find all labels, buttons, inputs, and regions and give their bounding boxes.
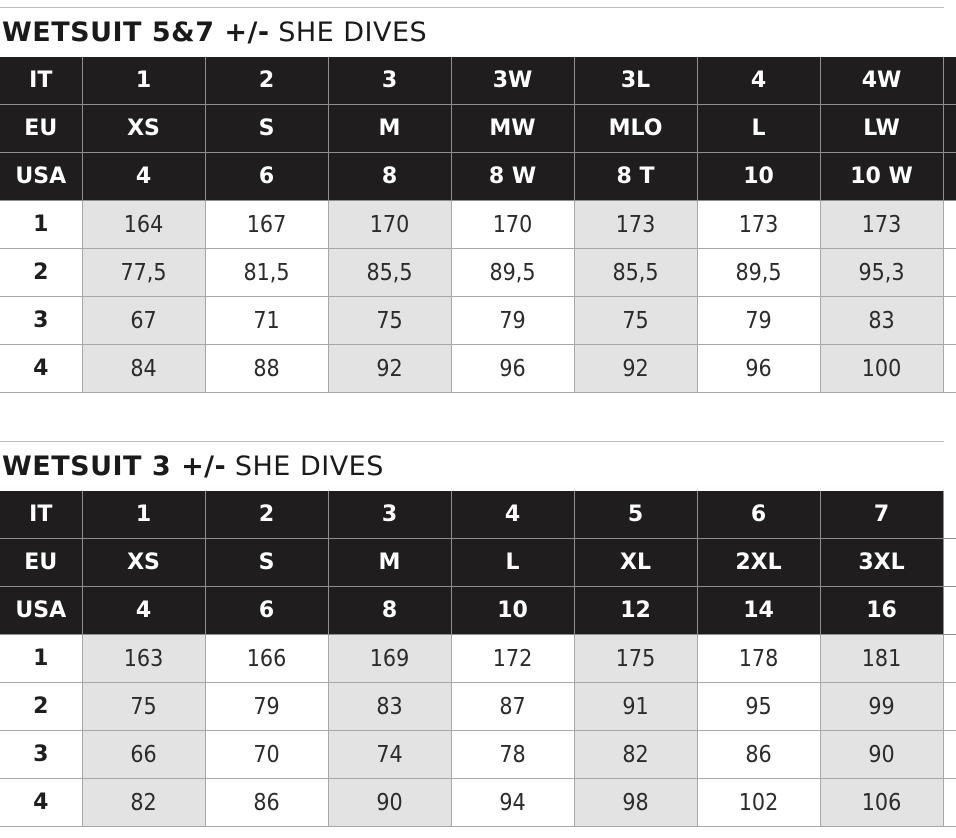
value-cell: 178 [697, 635, 820, 683]
row-label: USA [0, 153, 82, 201]
value-cell: 173 [697, 201, 820, 249]
header-cell: 8 T [574, 153, 697, 201]
header-cell: S [205, 105, 328, 153]
header-cell: 10 [697, 153, 820, 201]
header-cell: 6 [205, 587, 328, 635]
header-cell: 4 [82, 153, 205, 201]
cut-off-cell [943, 587, 956, 635]
header-cell: 16 [820, 587, 943, 635]
table-row [0, 249, 956, 297]
value-cell: 88 [205, 345, 328, 393]
value-cell: 85,5 [574, 249, 697, 297]
value-cell: 163 [82, 635, 205, 683]
header-cell: 7 [820, 491, 943, 539]
value-cell: 85,5 [328, 249, 451, 297]
cut-off-cell [943, 731, 956, 779]
value-cell: 175 [574, 635, 697, 683]
header-row-it [0, 57, 956, 105]
table-row [0, 683, 956, 731]
value-cell: 96 [697, 345, 820, 393]
title-light: SHE DIVES [234, 451, 384, 482]
header-cell: 10 [451, 587, 574, 635]
header-cell: 12 [574, 587, 697, 635]
header-cell: XL [574, 539, 697, 587]
value-cell: 86 [697, 731, 820, 779]
row-label: 2 [0, 249, 82, 297]
value-cell: 91 [574, 683, 697, 731]
value-cell: 164 [82, 201, 205, 249]
table-row [0, 635, 956, 683]
header-cell: 2 [205, 57, 328, 105]
value-cell: 172 [451, 635, 574, 683]
row-label: 3 [0, 297, 82, 345]
value-cell: 100 [820, 345, 943, 393]
row-label: IT [0, 491, 82, 539]
value-cell: 106 [820, 779, 943, 827]
header-cell: 3XL [820, 539, 943, 587]
value-cell: 170 [451, 201, 574, 249]
row-label: EU [0, 105, 82, 153]
value-cell: 98 [574, 779, 697, 827]
value-cell: 77,5 [82, 249, 205, 297]
header-row-it [0, 491, 956, 539]
header-cell: L [451, 539, 574, 587]
row-label: IT [0, 57, 82, 105]
table-row [0, 297, 956, 345]
row-label: 4 [0, 779, 82, 827]
value-cell: 96 [451, 345, 574, 393]
header-row-usa [0, 153, 956, 201]
value-cell: 75 [574, 297, 697, 345]
header-cell: MLO [574, 105, 697, 153]
row-label: 4 [0, 345, 82, 393]
table-row [0, 345, 956, 393]
value-cell: 102 [697, 779, 820, 827]
value-cell: 86 [205, 779, 328, 827]
header-cell: 2 [205, 491, 328, 539]
cut-off-cell [943, 779, 956, 827]
header-cell: 6 [697, 491, 820, 539]
header-cell: 8 [328, 587, 451, 635]
header-cell: XS [82, 105, 205, 153]
header-cell: LW [820, 105, 943, 153]
value-cell: 84 [82, 345, 205, 393]
value-cell: 90 [820, 731, 943, 779]
cut-off-cell [943, 345, 956, 393]
section-divider [0, 7, 944, 8]
cut-off-cell [943, 635, 956, 683]
value-cell: 166 [205, 635, 328, 683]
header-cell: 2XL [697, 539, 820, 587]
table-row [0, 201, 956, 249]
value-cell: 75 [328, 297, 451, 345]
table-title [2, 449, 384, 485]
cut-off-cell [943, 105, 956, 153]
header-cell: 5 [574, 491, 697, 539]
value-cell: 173 [820, 201, 943, 249]
row-label: 1 [0, 201, 82, 249]
header-cell: 10 W [820, 153, 943, 201]
header-cell: L [697, 105, 820, 153]
row-label: USA [0, 587, 82, 635]
title-bold: WETSUIT 5&7 +/- [2, 17, 270, 48]
value-cell: 89,5 [697, 249, 820, 297]
table-title [2, 15, 427, 51]
title-bold: WETSUIT 3 +/- [2, 451, 227, 482]
value-cell: 82 [574, 731, 697, 779]
row-label: 1 [0, 635, 82, 683]
value-cell: 87 [451, 683, 574, 731]
cut-off-cell [943, 201, 956, 249]
cut-off-cell [943, 249, 956, 297]
header-cell: XS [82, 539, 205, 587]
cut-off-cell [943, 57, 956, 105]
header-row-eu [0, 105, 956, 153]
cut-off-cell [943, 297, 956, 345]
size-table-wetsuit-5-7 [0, 57, 956, 393]
value-cell: 92 [574, 345, 697, 393]
value-cell: 70 [205, 731, 328, 779]
value-cell: 94 [451, 779, 574, 827]
header-cell: 3L [574, 57, 697, 105]
header-cell: 4 [697, 57, 820, 105]
value-cell: 170 [328, 201, 451, 249]
header-cell: M [328, 539, 451, 587]
value-cell: 83 [820, 297, 943, 345]
value-cell: 169 [328, 635, 451, 683]
value-cell: 181 [820, 635, 943, 683]
header-cell: M [328, 105, 451, 153]
header-cell: S [205, 539, 328, 587]
size-table-wetsuit-3 [0, 491, 956, 827]
header-cell: MW [451, 105, 574, 153]
row-label: 2 [0, 683, 82, 731]
table-row [0, 779, 956, 827]
header-row-usa [0, 587, 956, 635]
value-cell: 167 [205, 201, 328, 249]
header-cell: 3 [328, 491, 451, 539]
cut-off-cell [943, 153, 956, 201]
header-cell: 8 [328, 153, 451, 201]
row-label: 3 [0, 731, 82, 779]
value-cell: 92 [328, 345, 451, 393]
header-cell: 1 [82, 57, 205, 105]
row-label: EU [0, 539, 82, 587]
value-cell: 67 [82, 297, 205, 345]
header-cell: 4 [451, 491, 574, 539]
header-cell: 6 [205, 153, 328, 201]
value-cell: 74 [328, 731, 451, 779]
value-cell: 66 [82, 731, 205, 779]
cut-off-cell [943, 683, 956, 731]
value-cell: 89,5 [451, 249, 574, 297]
value-cell: 81,5 [205, 249, 328, 297]
value-cell: 79 [205, 683, 328, 731]
value-cell: 90 [328, 779, 451, 827]
section-divider [0, 441, 944, 442]
value-cell: 82 [82, 779, 205, 827]
value-cell: 95,3 [820, 249, 943, 297]
value-cell: 173 [574, 201, 697, 249]
value-cell: 79 [697, 297, 820, 345]
value-cell: 79 [451, 297, 574, 345]
value-cell: 71 [205, 297, 328, 345]
header-row-eu [0, 539, 956, 587]
header-cell: 14 [697, 587, 820, 635]
header-cell: 4W [820, 57, 943, 105]
header-cell: 3W [451, 57, 574, 105]
value-cell: 78 [451, 731, 574, 779]
cut-off-cell [943, 539, 956, 587]
value-cell: 83 [328, 683, 451, 731]
table-row [0, 731, 956, 779]
header-cell: 8 W [451, 153, 574, 201]
header-cell: 4 [82, 587, 205, 635]
title-light: SHE DIVES [278, 17, 428, 48]
value-cell: 99 [820, 683, 943, 731]
value-cell: 75 [82, 683, 205, 731]
cut-off-cell [943, 491, 956, 539]
value-cell: 95 [697, 683, 820, 731]
header-cell: 1 [82, 491, 205, 539]
header-cell: 3 [328, 57, 451, 105]
